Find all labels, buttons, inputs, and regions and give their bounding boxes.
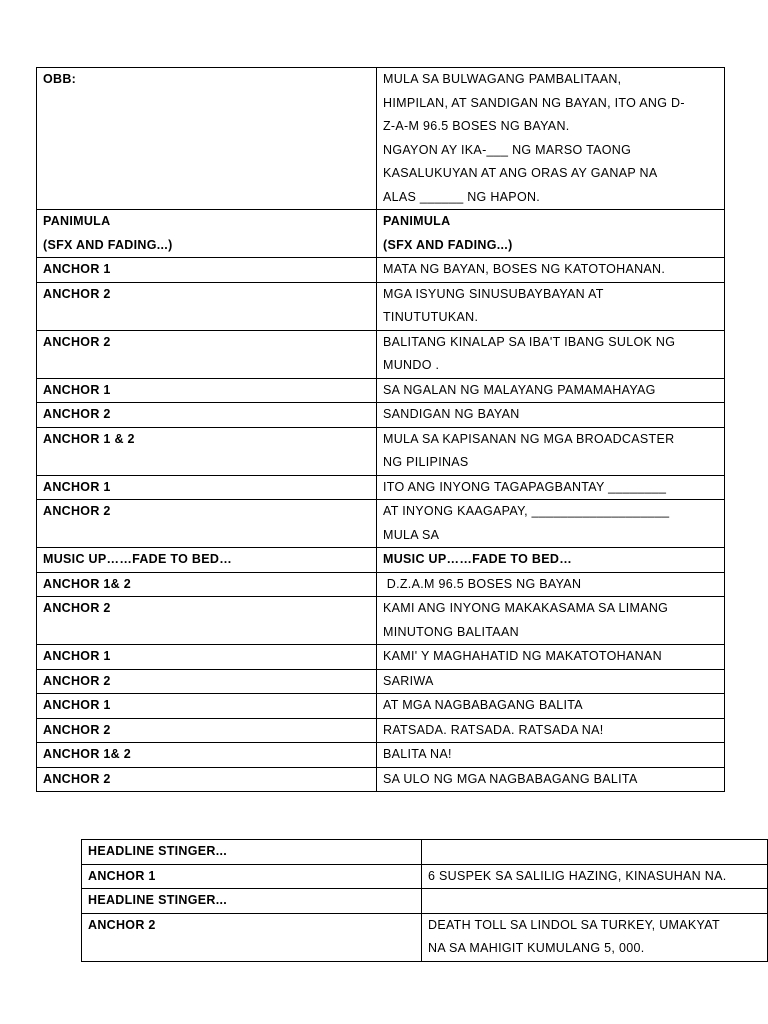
speaker-label: HEADLINE STINGER... xyxy=(88,844,228,858)
script-text-cell xyxy=(422,889,768,914)
script-text-line: MUSIC UP……FADE TO BED… xyxy=(383,552,573,566)
script-text-line: 6 SUSPEK SA SALILIG HAZING, KINASUHAN NA. xyxy=(428,868,727,883)
script-text-line: BALITA NA! xyxy=(383,747,452,761)
script-text-line: AT MGA NAGBABAGANG BALITA xyxy=(383,698,583,712)
script-row xyxy=(37,669,725,694)
script-text-cell xyxy=(377,572,725,597)
script-text-line: KASALUKUYAN AT ANG ORAS AY GANAP NA xyxy=(383,166,658,180)
speaker-label: ANCHOR 1 xyxy=(88,868,156,883)
script-row xyxy=(37,427,725,475)
speaker-cell xyxy=(37,743,377,768)
script-row xyxy=(37,718,725,743)
script-text-cell xyxy=(377,694,725,719)
script-text-cell xyxy=(377,258,725,283)
script-row xyxy=(37,378,725,403)
script-text-line: NA SA MAHIGIT KUMULANG 5, 000. xyxy=(428,941,645,955)
speaker-label: OBB: xyxy=(43,72,77,86)
script-text-cell xyxy=(377,718,725,743)
script-text-line: PANIMULA xyxy=(383,214,451,228)
script-row xyxy=(37,403,725,428)
script-text-cell xyxy=(377,68,725,210)
script-text-cell xyxy=(377,403,725,428)
speaker-label: ANCHOR 1& 2 xyxy=(43,747,132,761)
speaker-label: ANCHOR 2 xyxy=(43,771,111,786)
script-text-line: MGA ISYUNG SINUSUBAYBAYAN AT xyxy=(383,286,604,301)
script-text-cell xyxy=(377,743,725,768)
speaker-label: PANIMULA xyxy=(43,214,111,228)
script-text-cell xyxy=(377,645,725,670)
speaker-label: ANCHOR 2 xyxy=(43,601,111,615)
script-row xyxy=(37,597,725,645)
speaker-label: ANCHOR 1 xyxy=(43,262,111,276)
speaker-cell xyxy=(37,427,377,475)
speaker-cell xyxy=(37,378,377,403)
speaker-cell xyxy=(37,718,377,743)
speaker-cell xyxy=(82,840,422,865)
script-text-line: AT INYONG KAAGAPAY, ___________________ xyxy=(383,504,670,518)
script-text-line: RATSADA. RATSADA. RATSADA NA! xyxy=(383,722,604,737)
speaker-cell xyxy=(37,645,377,670)
script-row xyxy=(37,645,725,670)
speaker-label: HEADLINE STINGER... xyxy=(88,893,228,907)
script-text-line: DEATH TOLL SA LINDOL SA TURKEY, UMAKYAT xyxy=(428,917,720,932)
speaker-cell xyxy=(37,694,377,719)
script-text-cell xyxy=(422,913,768,961)
speaker-label: MUSIC UP……FADE TO BED… xyxy=(43,552,233,566)
script-text-cell xyxy=(377,282,725,330)
speaker-cell xyxy=(37,330,377,378)
script-text-line: HIMPILAN, AT SANDIGAN NG BAYAN, ITO ANG D- xyxy=(383,95,685,110)
script-text-line: MATA NG BAYAN, BOSES NG KATOTOHANAN. xyxy=(383,262,666,276)
script-text-cell xyxy=(377,500,725,548)
speaker-label: ANCHOR 1& 2 xyxy=(43,576,132,591)
script-row xyxy=(37,572,725,597)
headline-row xyxy=(82,889,768,914)
script-text-cell xyxy=(377,378,725,403)
script-text-cell xyxy=(377,669,725,694)
script-text-line: MULA SA KAPISANAN NG MGA BROADCASTER xyxy=(383,431,675,446)
speaker-cell xyxy=(37,548,377,573)
speaker-label: ANCHOR 1 xyxy=(43,698,111,712)
headline-table xyxy=(81,839,768,962)
script-text-cell xyxy=(377,767,725,792)
script-text-line: D.Z.A.M 96.5 BOSES NG BAYAN xyxy=(383,576,582,591)
speaker-cell xyxy=(82,913,422,961)
script-text-cell xyxy=(422,840,768,865)
script-text-cell xyxy=(377,548,725,573)
script-text-cell xyxy=(377,427,725,475)
speaker-cell xyxy=(37,597,377,645)
script-row xyxy=(37,330,725,378)
headline-row xyxy=(82,840,768,865)
speaker-cell xyxy=(37,669,377,694)
speaker-label: ANCHOR 2 xyxy=(43,334,111,349)
script-text-line: SA ULO NG MGA NAGBABAGANG BALITA xyxy=(383,771,638,786)
script-text-cell xyxy=(377,210,725,258)
headline-row xyxy=(82,913,768,961)
speaker-label: (SFX AND FADING...) xyxy=(43,237,173,252)
script-row xyxy=(37,68,725,210)
script-table xyxy=(36,67,725,792)
speaker-label: ANCHOR 2 xyxy=(43,673,111,688)
speaker-cell xyxy=(37,258,377,283)
script-row xyxy=(37,282,725,330)
script-text-cell xyxy=(377,597,725,645)
script-text-line: MINUTONG BALITAAN xyxy=(383,624,519,639)
speaker-cell xyxy=(37,475,377,500)
speaker-label: ANCHOR 2 xyxy=(43,407,111,421)
script-text-line: SANDIGAN NG BAYAN xyxy=(383,407,520,421)
speaker-cell xyxy=(37,500,377,548)
script-text-line: NGAYON AY IKA-___ NG MARSO TAONG xyxy=(383,142,632,157)
script-row xyxy=(37,743,725,768)
speaker-label: ANCHOR 2 xyxy=(43,286,111,301)
speaker-label: ANCHOR 2 xyxy=(88,917,156,932)
script-text-line: TINUTUTUKAN. xyxy=(383,310,479,324)
speaker-label: ANCHOR 1 & 2 xyxy=(43,431,135,446)
script-text-cell xyxy=(377,475,725,500)
headline-row xyxy=(82,864,768,889)
script-row xyxy=(37,258,725,283)
speaker-label: ANCHOR 2 xyxy=(43,722,111,737)
script-text-line: MUNDO . xyxy=(383,358,440,372)
script-text-cell xyxy=(377,330,725,378)
script-text-line: NG PILIPINAS xyxy=(383,455,469,469)
script-text-line: (SFX AND FADING...) xyxy=(383,237,513,252)
script-text-line: ITO ANG INYONG TAGAPAGBANTAY ________ xyxy=(383,479,667,494)
script-text-line: BALITANG KINALAP SA IBA'T IBANG SULOK NG xyxy=(383,334,676,349)
speaker-label: ANCHOR 1 xyxy=(43,382,111,397)
script-row xyxy=(37,210,725,258)
script-row xyxy=(37,548,725,573)
speaker-cell xyxy=(37,282,377,330)
script-text-line: SA NGALAN NG MALAYANG PAMAMAHAYAG xyxy=(383,382,656,397)
script-text-line: MULA SA xyxy=(383,527,440,542)
speaker-cell xyxy=(37,572,377,597)
speaker-cell xyxy=(37,767,377,792)
speaker-label: ANCHOR 1 xyxy=(43,479,111,494)
script-text-line: KAMI ANG INYONG MAKAKASAMA SA LIMANG xyxy=(383,601,669,615)
script-text-cell xyxy=(422,864,768,889)
script-text-line: SARIWA xyxy=(383,673,434,688)
script-text-line: KAMI' Y MAGHAHATID NG MAKATOTOHANAN xyxy=(383,649,662,663)
speaker-cell xyxy=(82,864,422,889)
script-text-line: MULA SA BULWAGANG PAMBALITAAN, xyxy=(383,72,622,86)
speaker-cell xyxy=(82,889,422,914)
speaker-cell xyxy=(37,210,377,258)
script-row xyxy=(37,694,725,719)
speaker-label: ANCHOR 1 xyxy=(43,649,111,663)
script-text-line: Z-A-M 96.5 BOSES NG BAYAN. xyxy=(383,119,570,133)
script-row xyxy=(37,475,725,500)
speaker-label: ANCHOR 2 xyxy=(43,504,111,518)
speaker-cell xyxy=(37,68,377,210)
script-text-line: ALAS ______ NG HAPON. xyxy=(383,189,541,204)
speaker-cell xyxy=(37,403,377,428)
script-row xyxy=(37,767,725,792)
script-row xyxy=(37,500,725,548)
